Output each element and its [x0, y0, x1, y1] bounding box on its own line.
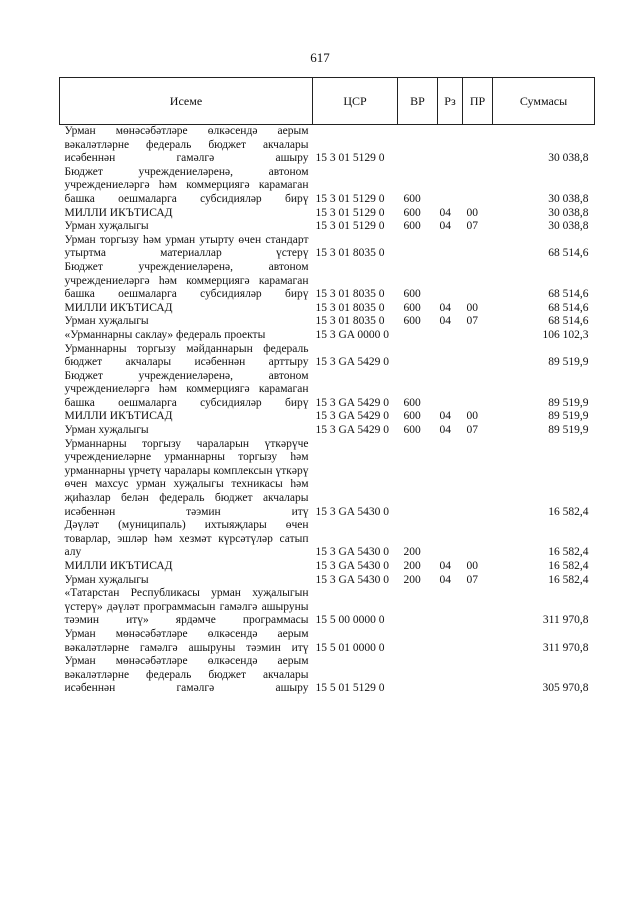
row-rz-cell	[438, 261, 463, 302]
table-row	[60, 519, 595, 560]
row-pr-cell	[463, 370, 493, 411]
table-row	[60, 315, 595, 329]
row-pr-cell	[463, 343, 493, 370]
row-sum-cell: 16 582,4	[548, 573, 589, 586]
row-name-cell: Урман мөнәсәбәтләре өлкәсендә аерым вәкаләтләрне федераль бюджет акчалары исәбеннән гамәлгә ашыру	[64, 125, 309, 165]
row-pr-cell	[463, 329, 493, 343]
row-sum-cell: 68 514,6	[548, 288, 589, 301]
row-csr-cell: 15 5 00 0000 0	[315, 614, 385, 627]
table-row	[60, 574, 595, 588]
page-number: 617	[310, 50, 330, 65]
row-csr-cell: 15 3 GA 5430 0	[315, 505, 389, 518]
row-sum-cell: 68 514,6	[548, 301, 589, 314]
row-name-cell: МИЛЛИ ИКЪТИСАД	[64, 301, 173, 314]
row-sum-cell: 30 038,8	[548, 220, 589, 233]
row-sum-cell: 30 038,8	[548, 152, 589, 165]
table-row	[60, 628, 595, 655]
row-pr-cell: 00	[466, 410, 478, 423]
row-name-cell: Урман мөнәсәбәтләре өлкәсендә аерым вәкаләтләрне федераль бюджет акчалары исәбеннән гамәлгә ашыру	[64, 655, 309, 695]
table-row	[60, 234, 595, 261]
row-sum-cell: 68 514,6	[548, 315, 589, 328]
row-rz-cell	[438, 166, 463, 207]
table-row	[60, 655, 595, 696]
row-vr-cell: 600	[403, 410, 421, 423]
row-vr-cell: 600	[403, 220, 421, 233]
row-pr-cell: 07	[466, 424, 478, 437]
header-csr: ЦСР	[313, 78, 398, 125]
row-rz-cell: 04	[439, 206, 451, 219]
row-vr-cell: 600	[403, 206, 421, 219]
row-csr-cell: 15 3 01 5129 0	[315, 152, 385, 165]
row-rz-cell: 04	[439, 301, 451, 314]
row-name-cell: Урман хуҗалыгы	[64, 424, 149, 437]
row-rz-cell	[438, 370, 463, 411]
row-rz-cell	[438, 519, 463, 560]
row-pr-cell	[463, 519, 493, 560]
header-vr: ВР	[398, 78, 438, 125]
row-rz-cell: 04	[439, 424, 451, 437]
row-csr-cell: 15 3 GA 5430 0	[315, 546, 389, 559]
row-vr-cell	[398, 343, 438, 370]
row-name-cell: Бюджет учреждениеләренә, автоном учреждениеләргә һәм коммерциягә карамаган башка оешмаларга субсидияләр бирү	[64, 369, 309, 409]
row-sum-cell: 16 582,4	[548, 560, 589, 572]
row-vr-cell: 200	[403, 573, 421, 586]
row-vr-cell: 600	[403, 315, 421, 328]
row-name-cell: Урман хуҗалыгы	[64, 220, 149, 233]
row-name-cell: Урман хуҗалыгы	[64, 573, 149, 586]
budget-table	[59, 77, 595, 696]
table-row	[60, 125, 595, 166]
row-rz-cell: 04	[439, 220, 451, 233]
row-vr-cell	[398, 655, 438, 696]
row-csr-cell: 15 3 GA 5429 0	[315, 396, 389, 409]
row-name-cell: Урман мөнәсәбәтләре өлкәсендә аерым вәкаләтләрне гамәлгә ашыруны тәэмин итү	[64, 627, 309, 654]
row-rz-cell	[438, 125, 463, 166]
table-row	[60, 587, 595, 628]
row-name-cell: МИЛЛИ ИКЪТИСАД	[64, 206, 173, 219]
row-csr-cell: 15 3 01 8035 0	[315, 247, 385, 260]
row-name-cell: Урман торгызу һәм урман утырту өчен стандарт утыртма материаллар үстерү	[64, 233, 309, 260]
row-name-cell: МИЛЛИ ИКЪТИСАД	[64, 410, 173, 423]
row-vr-cell: 600	[403, 288, 421, 301]
row-rz-cell	[438, 628, 463, 655]
table-row	[60, 370, 595, 411]
row-vr-cell: 600	[403, 301, 421, 314]
row-pr-cell: 00	[466, 560, 478, 572]
row-name-cell: Бюджет учреждениеләренә, автоном учреждениеләргә һәм коммерциягә карамаган башка оешмаларга субсидияләр бирү	[64, 165, 309, 205]
row-sum-cell: 30 038,8	[548, 206, 589, 219]
row-sum-cell: 16 582,4	[548, 546, 589, 559]
row-csr-cell: 15 3 GA 0000 0	[315, 328, 389, 341]
row-rz-cell	[438, 655, 463, 696]
row-sum-cell: 305 970,8	[542, 682, 589, 695]
table-row	[60, 329, 595, 343]
table-row	[60, 302, 595, 316]
row-name-cell: Урман хуҗалыгы	[64, 315, 149, 328]
row-sum-cell: 89 519,9	[548, 424, 589, 437]
row-vr-cell: 600	[403, 424, 421, 437]
row-vr-cell	[398, 234, 438, 261]
row-vr-cell	[398, 329, 438, 343]
table-header-row	[60, 78, 595, 125]
row-vr-cell: 600	[403, 396, 421, 409]
row-vr-cell: 600	[403, 192, 421, 205]
row-pr-cell	[463, 261, 493, 302]
row-name-cell: «Урманнарны саклау» федераль проекты	[64, 328, 266, 341]
row-sum-cell: 311 970,8	[542, 614, 589, 627]
row-pr-cell	[463, 587, 493, 628]
table-body	[60, 125, 595, 696]
header-pr: ПР	[463, 78, 493, 125]
table-row	[60, 207, 595, 221]
header-rz: Рз	[438, 78, 463, 125]
header-sum: Суммасы	[493, 78, 595, 125]
row-csr-cell: 15 3 GA 5430 0	[315, 573, 389, 586]
row-name-cell: Дәүләт (муниципаль) ихтыяҗлары өчен товарлар, эшләр һәм хезмәт күрсәтүләр сатып алу	[64, 519, 309, 559]
row-sum-cell: 106 102,3	[542, 328, 589, 341]
row-name-cell: МИЛЛИ ИКЪТИСАД	[64, 560, 173, 572]
row-pr-cell	[463, 655, 493, 696]
row-rz-cell: 04	[439, 315, 451, 328]
row-rz-cell: 04	[439, 573, 451, 586]
row-sum-cell: 311 970,8	[542, 641, 589, 654]
row-vr-cell: 200	[403, 560, 421, 572]
row-sum-cell: 30 038,8	[548, 192, 589, 205]
row-csr-cell: 15 3 01 8035 0	[315, 301, 385, 314]
row-name-cell: Бюджет учреждениеләренә, автоном учреждениеләргә һәм коммерциягә карамаган башка оешмаларга субсидияләр бирү	[64, 260, 309, 301]
row-rz-cell: 04	[439, 410, 451, 423]
table-row	[60, 438, 595, 520]
row-pr-cell	[463, 234, 493, 261]
row-csr-cell: 15 3 01 5129 0	[315, 220, 385, 233]
row-name-cell: Урманнарны торгызу чараларын үткәрүче учреждениеләрне урманнарны торгызу һәм урманнарны үрчетү чаралары комплексын үткәрү өчен махсус урман хуҗалыгы техникасы һәм җиһазлар белән федераль бюджет акчалары исәбеннән тәэмин итү	[64, 437, 309, 518]
row-csr-cell: 15 3 01 5129 0	[315, 206, 385, 219]
row-vr-cell	[398, 628, 438, 655]
row-pr-cell: 07	[466, 573, 478, 586]
row-pr-cell	[463, 628, 493, 655]
table-row	[60, 410, 595, 424]
row-vr-cell	[398, 438, 438, 520]
header-name: Исеме	[60, 78, 313, 125]
row-pr-cell: 07	[466, 315, 478, 328]
table-row	[60, 166, 595, 207]
row-sum-cell: 89 519,9	[548, 396, 589, 409]
row-vr-cell	[398, 125, 438, 166]
table-row	[60, 424, 595, 438]
row-sum-cell: 89 519,9	[548, 356, 589, 369]
row-csr-cell: 15 5 01 5129 0	[315, 682, 385, 695]
row-csr-cell: 15 5 01 0000 0	[315, 641, 385, 654]
row-csr-cell: 15 3 GA 5429 0	[315, 356, 389, 369]
row-pr-cell	[463, 438, 493, 520]
row-name-cell: «Татарстан Республикасы урман хуҗалыгын үстерү» дәүләт программасын гамәлгә ашыруны тәэмин итү» ярдәмче программасы	[64, 587, 309, 627]
row-sum-cell: 89 519,9	[548, 410, 589, 423]
row-pr-cell: 00	[466, 206, 478, 219]
row-rz-cell	[438, 343, 463, 370]
row-rz-cell	[438, 234, 463, 261]
row-rz-cell	[438, 438, 463, 520]
table-row	[60, 343, 595, 370]
row-pr-cell: 00	[466, 301, 478, 314]
row-rz-cell	[438, 329, 463, 343]
row-csr-cell: 15 3 GA 5429 0	[315, 424, 389, 437]
row-rz-cell	[438, 587, 463, 628]
table-row	[60, 220, 595, 234]
row-csr-cell: 15 3 GA 5430 0	[315, 560, 389, 572]
table-row	[60, 560, 595, 574]
row-sum-cell: 16 582,4	[548, 505, 589, 518]
row-pr-cell	[463, 166, 493, 207]
row-pr-cell: 07	[466, 220, 478, 233]
table-row	[60, 261, 595, 302]
row-csr-cell: 15 3 01 8035 0	[315, 288, 385, 301]
row-vr-cell	[398, 587, 438, 628]
row-vr-cell: 200	[403, 546, 421, 559]
row-rz-cell: 04	[439, 560, 451, 572]
row-pr-cell	[463, 125, 493, 166]
row-csr-cell: 15 3 01 5129 0	[315, 192, 385, 205]
row-csr-cell: 15 3 01 8035 0	[315, 315, 385, 328]
row-sum-cell: 68 514,6	[548, 247, 589, 260]
row-name-cell: Урманнарны торгызу мәйданнарын федераль бюджет акчалары исәбеннән арттыру	[64, 342, 309, 369]
row-csr-cell: 15 3 GA 5429 0	[315, 410, 389, 423]
